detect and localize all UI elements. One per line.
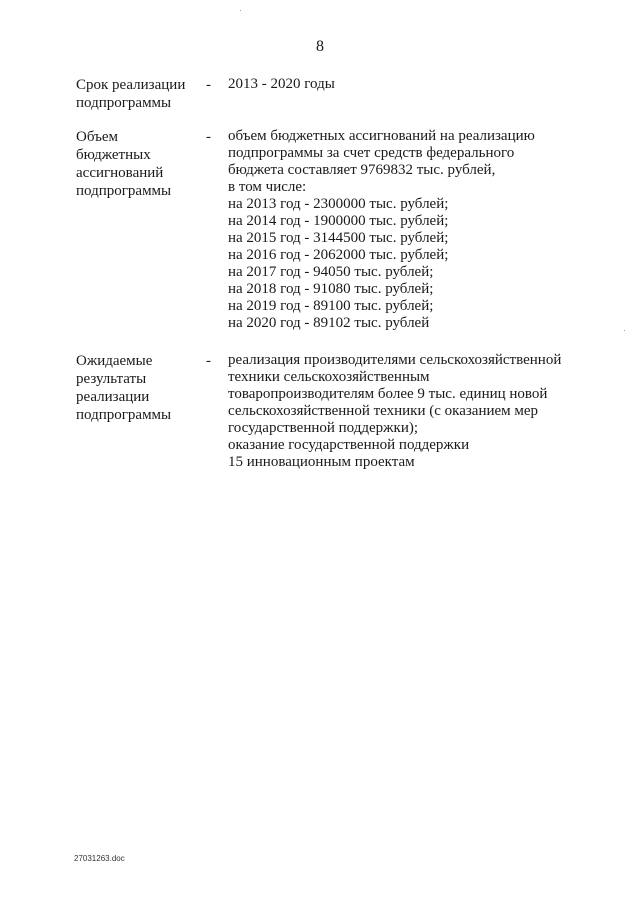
label-line: Срок реализации (76, 77, 186, 93)
document-file-code: 27031263.doc (74, 854, 125, 863)
content-line: 2013 - 2020 годы (228, 76, 335, 92)
label-line: подпрограммы (76, 183, 172, 199)
content-line: на 2016 год - 2062000 тыс. рублей; (228, 247, 449, 263)
content-line: оказание государственной поддержки (228, 437, 470, 453)
content-line: на 2018 год - 91080 тыс. рублей; (228, 281, 434, 297)
content-line: объем бюджетных ассигнований на реализацию (228, 128, 535, 144)
content-line: 15 инновационным проектам (228, 454, 415, 470)
row-content-budget-volume (228, 128, 578, 332)
label-line: подпрограммы (76, 407, 172, 423)
content-line: техники сельскохозяйственным (228, 369, 430, 385)
label-line: бюджетных (76, 147, 151, 163)
content-line: на 2017 год - 94050 тыс. рублей; (228, 264, 434, 280)
label-line: результаты (76, 371, 147, 387)
content-line: на 2020 год - 89102 тыс. рублей (228, 315, 430, 331)
content-line: государственной поддержки); (228, 420, 419, 436)
content-line: на 2013 год - 2300000 тыс. рублей; (228, 196, 449, 212)
row-label-expected-results (76, 352, 204, 424)
content-line: бюджета составляет 9769832 тыс. рублей, (228, 162, 496, 178)
row-content-expected-results (228, 352, 578, 471)
scan-speck (624, 330, 625, 331)
label-line: Объем (76, 129, 118, 145)
content-line: товаропроизводителям более 9 тыс. единиц новой (228, 386, 548, 402)
scan-speck (240, 10, 241, 11)
content-line: реализация производителями сельскохозяйственной (228, 352, 562, 368)
row-content-period (228, 76, 578, 93)
content-line: сельскохозяйственной техники (с оказанием мер (228, 403, 539, 419)
content-line: в том числе: (228, 179, 307, 195)
label-line: Ожидаемые (76, 353, 153, 369)
row-label-budget-volume (76, 128, 204, 200)
label-line: реализации (76, 389, 150, 405)
label-line: ассигнований (76, 165, 164, 181)
content-line: на 2014 год - 1900000 тыс. рублей; (228, 213, 449, 229)
row-dash: - (206, 129, 211, 145)
content-line: подпрограммы за счет средств федерального (228, 145, 515, 161)
row-label-period (76, 76, 204, 112)
row-dash: - (206, 77, 211, 93)
content-line: на 2015 год - 3144500 тыс. рублей; (228, 230, 449, 246)
label-line: подпрограммы (76, 95, 172, 111)
row-dash: - (206, 353, 211, 369)
page-number: 8 (316, 38, 324, 55)
content-line: на 2019 год - 89100 тыс. рублей; (228, 298, 434, 314)
